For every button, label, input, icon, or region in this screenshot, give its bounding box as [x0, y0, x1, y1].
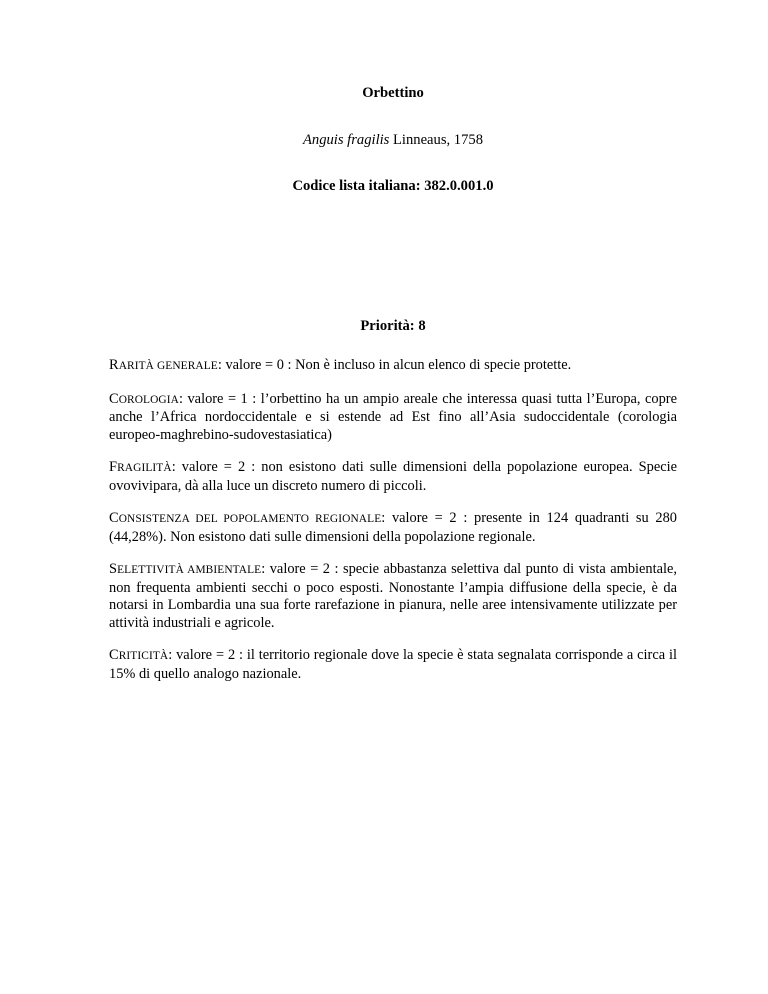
criterion-text: : valore = 2 : il territorio regionale dove la specie è stata segnalata corrisponde a circa il 15% di quello analogo nazionale. — [109, 647, 677, 682]
species-common-name-title: Orbettino — [362, 85, 424, 101]
criterion-label: FRAGILITÀ — [109, 459, 172, 475]
species-authority: Linneaus, 1758 — [389, 132, 483, 148]
criterion-consistenza — [109, 510, 677, 546]
scientific-name: Anguis fragilis — [303, 132, 390, 148]
criterion-label: CONSISTENZA DEL POPOLAMENTO REGIONALE — [109, 510, 382, 526]
criterion-selettivita — [109, 561, 677, 632]
criterion-text: : valore = 2 : non esistono dati sulle dimensioni della popolazione europea. Specie ovovivipara, dà alla luce un discreto numero di piccoli. — [109, 459, 677, 494]
criterion-fragilita — [109, 459, 677, 495]
criterion-label: COROLOGIA — [109, 390, 179, 407]
species-scientific-line — [109, 132, 677, 149]
criterion-text: : valore = 0 : Non è incluso in alcun elenco di specie protette. — [217, 357, 572, 373]
criterion-text: : valore = 2 : specie abbastanza selettiva dal punto di vista ambientale, non frequenta ambienti secchi o poco esposti. Nonostante l’ampia diffusione della specie, è da notarsi in Lombardia una sua forte rarefazione in pianura, nelle aree intensivamente utilizzate per attività industriali e agricole. — [109, 561, 677, 631]
criterion-criticita — [109, 647, 677, 683]
criterion-text: : valore = 2 : presente in 124 quadranti su 280 (44,28%). Non esistono dati sulle dimensioni della popolazione regionale. — [109, 510, 677, 545]
criterion-label: SELETTIVITÀ AMBIENTALE — [109, 561, 262, 577]
criterion-label: RARITÀ GENERALE — [109, 357, 218, 373]
italian-list-code: Codice lista italiana: 382.0.001.0 — [292, 178, 494, 194]
criterion-rarita-generale — [109, 357, 677, 376]
criteria-list — [109, 357, 677, 698]
criterion-text: : valore = 1 : l’orbettino ha un ampio areale che interessa quasi tutta l’Europa, copre anche l’Africa nordoccidentale e si estende ad Est fino all’Asia sudoccidentale (corologia europeo-maghrebino-sudovestasiatica) — [109, 390, 677, 443]
priority-heading: Priorità: 8 — [360, 318, 426, 334]
criterion-corologia — [109, 391, 677, 445]
criterion-label: CRITICITÀ — [109, 647, 169, 663]
